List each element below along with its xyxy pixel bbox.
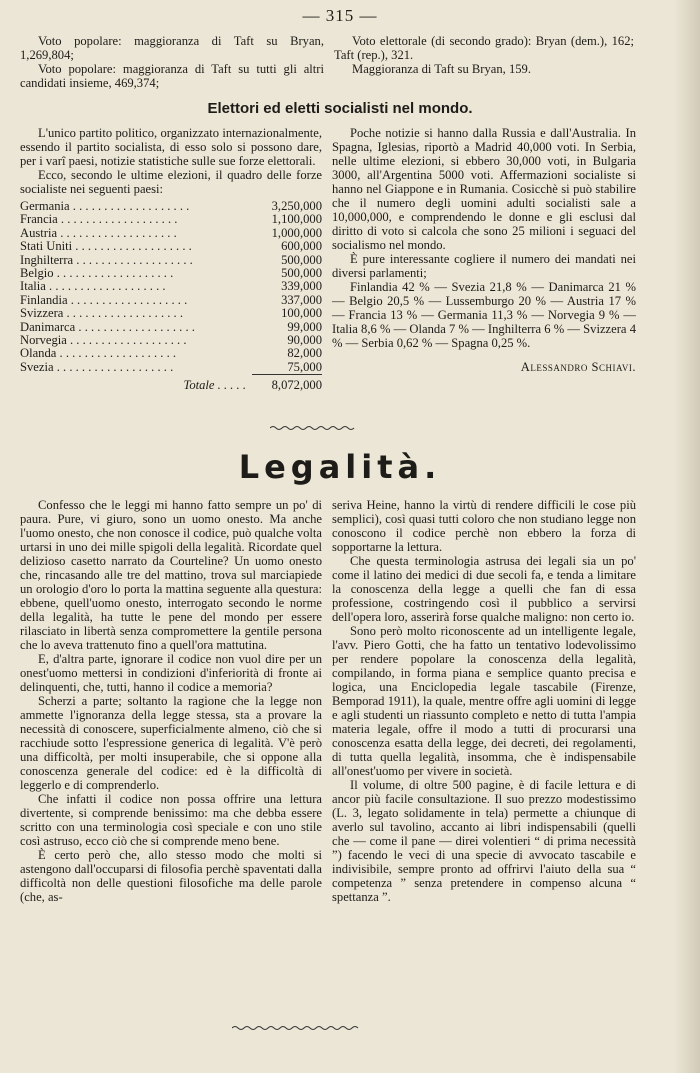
article-legality-left-column [20, 498, 322, 904]
paragraph: Maggioranza di Taft su Bryan, 159. [352, 62, 532, 76]
table-row [20, 334, 322, 347]
paragraph: Il volume, di oltre 500 pagine, è di facile lettura e di ancor più facile consultazione. Il suo prezzo modestissimo (L. 3, legato solidamente in tela) permette a chiunque di averlo sul tavolino, accanto ai libri indispensabili (quelli che — come il pane — direi volentieri “ di prima necessità ”) facendo le veci di una specie di avvocato tascabile e indivisibile, sempre pronto ad offrirvi l'aiuto della sua “ competenza ” senza pretendere in compenso alcuna “ spettanza ”. [332, 778, 636, 904]
table-row [20, 347, 322, 360]
article-socialists-right-column [332, 126, 636, 374]
table-row [20, 227, 322, 240]
table-row [20, 321, 322, 334]
votes-cell: 337,000 [281, 292, 322, 307]
country-cell: Inghilterra . . . . . . . . . . . . . . . . . . . [20, 253, 193, 267]
paragraph: Voto elettorale (di secondo grado): Bryan (dem.), 162; Taft (rep.), 321. [334, 34, 634, 62]
paragraph: Poche notizie si hanno dalla Russia e dall'Australia. In Spagna, Iglesias, riportò a Madrid 40,000 voti. In Serbia, nelle ultime elezioni, si ebbero 30,000 voti, in Bulgaria 3000, all'Argentina 5000 voti. Affermazioni socialiste si hanno nel Giappone e in Rumania. Cosicchè si può stabilire che il numero degli uomini adulti socialisti sale a 10,000,000, e comprendendo le donne e gli esclusi dal diritto di voto si calcola che sono 25 milioni i seguaci del socialismo nel mondo. [332, 126, 636, 252]
election-summary-right [334, 34, 634, 76]
country-cell: Svezia . . . . . . . . . . . . . . . . . . . [20, 360, 174, 375]
votes-cell: 1,000,000 [271, 225, 322, 240]
total-label: Totale . . . . . [183, 378, 246, 393]
paragraph: Finlandia 42 % — Svezia 21,8 % — Danimarca 21 % — Belgio 20,5 % — Lussemburgo 20 % — Austria 17 % — Francia 13 % — Germania 11,3 % — Norvegia 9 % — Italia 8,6 % — Olanda 7 % — Inghilterra 6 % — Svizzera 4 % — Serbia 0,62 % — Spagna 0,25 %. [332, 280, 636, 350]
country-cell: Italia . . . . . . . . . . . . . . . . . . . [20, 280, 166, 294]
votes-cell: 500,000 [281, 266, 322, 281]
author-signature: Alessandro Schiavi. [520, 360, 636, 374]
table-row [20, 361, 322, 375]
election-summary-left [20, 34, 324, 90]
article-socialists-left-column [20, 126, 322, 393]
country-cell: Danimarca . . . . . . . . . . . . . . . . . . . [20, 320, 195, 334]
page-edge-shadow [674, 0, 700, 1073]
table-row [20, 294, 322, 307]
table-row [20, 200, 322, 213]
votes-cell: 500,000 [281, 252, 322, 267]
paragraph: Voto popolare: maggioranza di Taft su Bryan, 1,269,804; [20, 34, 324, 62]
country-cell: Francia . . . . . . . . . . . . . . . . . . . [20, 213, 178, 227]
table-row [20, 307, 322, 320]
country-cell: Finlandia . . . . . . . . . . . . . . . . . . . [20, 293, 188, 307]
votes-cell: 100,000 [281, 306, 322, 321]
country-cell: Belgio . . . . . . . . . . . . . . . . . . . [20, 267, 174, 281]
votes-total-row [20, 375, 322, 393]
votes-table [20, 200, 322, 393]
total-value: 8,072,000 [252, 375, 322, 393]
votes-cell: 1,100,000 [271, 212, 322, 227]
paragraph: Sono però molto riconoscente ad un intelligente legale, l'avv. Piero Gotti, che ha fatto un tentativo lodevolissimo per rendere popolare la conoscenza della legalità, compilando, in forma piana e semplice quanto precisa e logica, una Enciclopedia legale tascabile (Firenze, Bemporad 1911), la quale, mentre offre agli uomini di legge e agli studenti un riassunto completo e netto di tutta l'ampia materia legale, offre il modo a tutti di procurarsi una conoscenza esatta della legge, dei decreti, dei regolamenti, di tutta quella legalità, insomma, che è indispensabile all'onest'uomo per vivere in società. [332, 624, 636, 778]
paragraph: È pure interessante cogliere il numero dei mandati nei diversi parlamenti; [332, 252, 636, 280]
country-cell: Norvegia . . . . . . . . . . . . . . . . . . . [20, 334, 187, 348]
country-cell: Svizzera . . . . . . . . . . . . . . . . . . . [20, 307, 183, 321]
votes-cell: 90,000 [287, 333, 322, 348]
country-cell: Olanda . . . . . . . . . . . . . . . . . . . [20, 347, 177, 361]
votes-cell: 75,000 [287, 359, 322, 374]
votes-cell: 339,000 [281, 279, 322, 294]
table-row [20, 254, 322, 267]
paragraph: E, d'altra parte, ignorare il codice non vuol dire per un onest'uomo mettersi in condizioni d'inferiorità di fronte ai delinquenti, che, tutti, hanno il codice a memoria? [20, 652, 322, 694]
votes-cell: 600,000 [281, 239, 322, 254]
paragraph: Ecco, secondo le ultime elezioni, il quadro delle forze socialiste nei seguenti paesi: [20, 168, 322, 196]
wavy-divider [232, 1024, 362, 1032]
page-number: — 315 — [302, 6, 378, 25]
wavy-divider [270, 424, 356, 432]
paragraph: Che infatti il codice non possa offrire una lettura divertente, si comprende benissimo: ma che debba essere scritto con una terminologia così speciale e con uno stile così astruso, ecco ciò che si comprende meno bene. [20, 792, 322, 848]
table-row [20, 280, 322, 293]
paragraph: È certo però che, allo stesso modo che molti si astengono dall'occuparsi di filosofia perchè spaventati dalla difficoltà non delle questioni filosofiche ma delle parole (che, as- [20, 848, 322, 904]
article-legality-right-column [332, 498, 636, 904]
country-cell: Austria . . . . . . . . . . . . . . . . . . . [20, 226, 177, 240]
section-title: Elettori ed eletti socialisti nel mondo. [207, 100, 473, 117]
paragraph: L'unico partito politico, organizzato internazionalmente, essendo il partito socialista, di esso solo si possono dare, per i varî paesi, notizie statistiche sulle sue forze elettorali. [20, 126, 322, 168]
paragraph: seriva Heine, hanno la virtù di rendere difficili le cose più semplici), così quasi tutti coloro che non studiano legge non conoscono il codice perchè non ebbero la forza di sopportarne la lettura. [332, 498, 636, 554]
paragraph: Che questa terminologia astrusa dei legali sia un po' come il latino dei medici di due secoli fa, e tenda a limitare la conoscenza della legge a quelli che fan di essa professione, costringendo così il pubblico a servirsi dell'opera loro, asserirà forse qualche maligno: non certo io. [332, 554, 636, 624]
paragraph: Voto popolare: maggioranza di Taft su tutti gli altri candidati insieme, 469,374; [20, 62, 324, 90]
table-row [20, 240, 322, 253]
paragraph: Scherzi a parte; soltanto la ragione che la legge non ammette l'ignoranza della legge stessa, sta a provare la necessità di conoscere, superficialmente almeno, ciò che si racchiude sotto l'espressione generica di legalità. V'è però una difficoltà, per molti insuperabile, che si oppone alla conoscenza generale del codice: ed è la difficoltà di leggerlo e di comprenderlo. [20, 694, 322, 792]
table-row [20, 213, 322, 226]
article-title: Legalità. [238, 448, 442, 486]
country-cell: Germania . . . . . . . . . . . . . . . . . . . [20, 200, 190, 213]
votes-cell: 82,000 [287, 346, 322, 361]
votes-cell: 3,250,000 [271, 199, 322, 213]
paragraph: Confesso che le leggi mi hanno fatto sempre un po' di paura. Pure, vi giuro, sono un uomo onesto. Ma anche l'uomo onesto, che non conosce il codice, può qualche volta urtarsi in uno dei mille spigoli della legalità. Ricordate quel delizioso casetto narrato da Courteline? Un uomo onesto che, rincasando alle tre del mattino, trova sul marciapiede un orologio d'oro lo porta la mattina seguente alla questura: ebbene, quell'uomo onesto, interrogato secondo le norme della legalità, ha tutte le pene del mondo per essere rilasciato in libertà senza compromettere la gentile persona che lo aveva trattenuto fino a quell'ora mattutina. [20, 498, 322, 652]
votes-cell: 99,000 [287, 319, 322, 334]
country-cell: Stati Uniti . . . . . . . . . . . . . . . . . . . [20, 240, 192, 254]
table-row [20, 267, 322, 280]
